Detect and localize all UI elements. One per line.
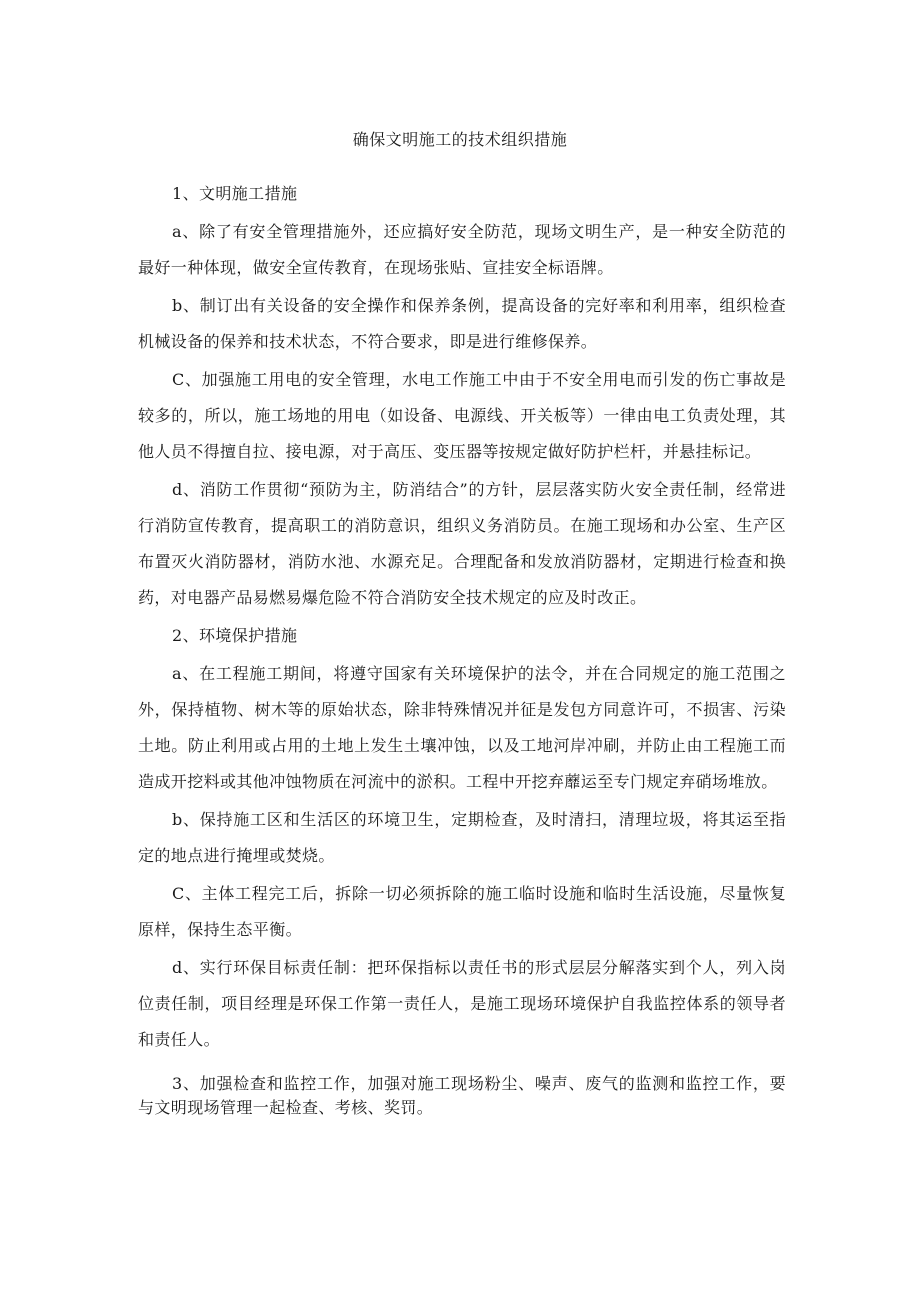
paragraph-1b: b、制订出有关设备的安全操作和保养条例，提高设备的完好率和利用率，组织检查机械设备的保养和技术状态，不符合要求，即是进行维修保养。 xyxy=(138,296,786,351)
document-title: 确保文明施工的技术组织措施 xyxy=(352,130,568,149)
section-heading-3: 3、加强检查和监控工作，加强对施工现场粉尘、噪声、废气的监测和监控工作，要与文明现场管理一起检查、考核、奖罚。 xyxy=(138,1074,786,1117)
paragraph-1d: d、消防工作贯彻“预防为主，防消结合”的方针，层层落实防火安全责任制，经常进行消防宣传教育，提高职工的消防意识，组织义务消防员。在施工现场和办公室、生产区布置灭火消防器材，消防水池、水源充足。合理配备和发放消防器材，定期进行检查和换药，对电器产品易燃易爆危险不符合消防安全技术规定的应及时改正。 xyxy=(138,480,786,607)
paragraph-1c: C、加强施工用电的安全管理，水电工作施工中由于不安全用电而引发的伤亡事故是较多的，所以，施工场地的用电（如设备、电源线、开关板等）一律由电工负责处理，其他人员不得擅自拉、接电源，对于高压、变压器等按规定做好防护栏杆，并悬挂标记。 xyxy=(138,370,786,461)
paragraph-2d: d、实行环保目标责任制：把环保指标以责任书的形式层层分解落实到个人，列入岗位责任制，项目经理是环保工作第一责任人，是施工现场环境保护自我监控体系的领导者和责任人。 xyxy=(138,958,786,1049)
paragraph-2a: a、在工程施工期间，将遵守国家有关环境保护的法令，并在合同规定的施工范围之外，保持植物、树木等的原始状态，除非特殊情况并征是发包方同意许可，不损害、污染土地。防止利用或占用的土地上发生土壤冲蚀，以及工地河岸冲刷，并防止由工程施工而造成开挖料或其他冲蚀物质在河流中的淤积。工程中开挖弃蘼运至专门规定弃硝场堆放。 xyxy=(138,664,786,791)
section-heading-2: 2、环境保护措施 xyxy=(172,626,298,645)
document-body xyxy=(138,176,786,1120)
paragraph-2c: C、主体工程完工后，拆除一切必须拆除的施工临时设施和临时生活设施，尽量恢复原样，保持生态平衡。 xyxy=(138,884,786,939)
paragraph-2b: b、保持施工区和生活区的环境卫生，定期检查，及时清扫，清理垃圾，将其运至指定的地点进行掩埋或焚烧。 xyxy=(138,810,786,865)
section-heading-1: 1、文明施工措施 xyxy=(172,184,298,203)
paragraph-1a: a、除了有安全管理措施外，还应搞好安全防范，现场文明生产，是一种安全防范的最好一种体现，做安全宣传教育，在现场张贴、宣挂安全标语牌。 xyxy=(138,222,786,277)
